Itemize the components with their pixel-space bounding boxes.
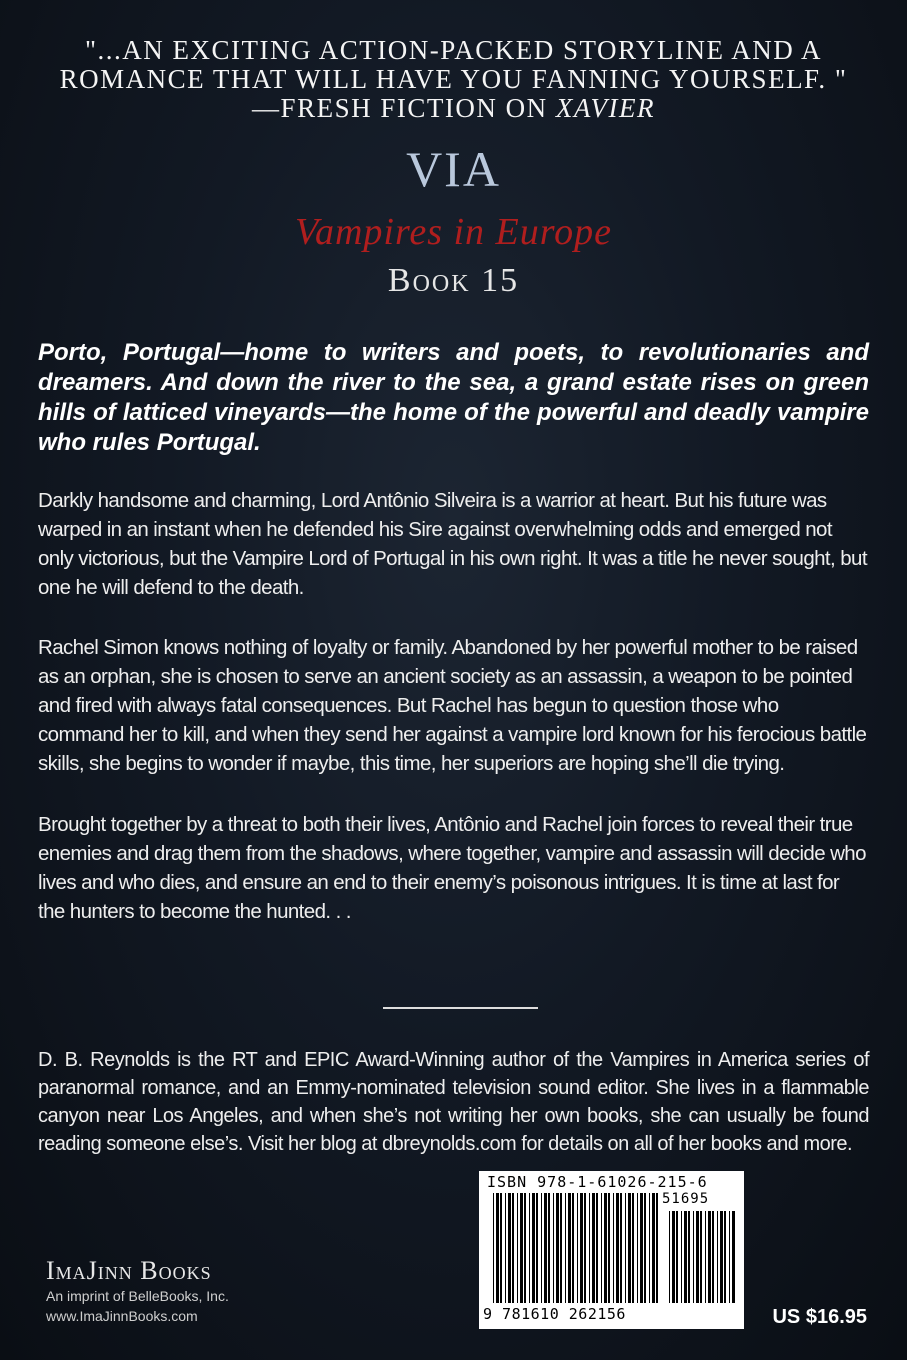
section-divider: [383, 1007, 538, 1009]
price-label: US $16.95: [772, 1306, 867, 1328]
quote-source: [20, 94, 887, 123]
series-name: Vampires in Europe: [294, 211, 613, 253]
author-bio: D. B. Reynolds is the RT and EPIC Award-Winning author of the Vampires in America series of paranormal romance, and an Emmy-nominated television sound editor. She lives in a flammable canyon near Los Angeles, and when she’s not writing her own books, she can usually be found reading someone else’s. Visit her blog at dbreynolds.com for details on all of her books and more.: [38, 1049, 869, 1155]
publisher-url: www.ImaJinnBooks.com: [46, 1308, 198, 1324]
description-paragraph-3: Brought together by a threat to both their lives, Antônio and Rachel join forces to reveal their true enemies and drag them from the shadows, where together, vampire and assassin will decide who lives and who dies, and ensure an end to their enemy’s poisonous intrigues. It is time at last for the hunters to become the hunted. . .: [38, 813, 866, 923]
publisher-logo-name: ImaJinn Books: [46, 1256, 212, 1285]
barcode-bars-icon: [487, 1193, 737, 1305]
book-number: Book 15: [387, 262, 520, 299]
publisher-imprint: An imprint of BelleBooks, Inc.: [46, 1288, 229, 1304]
description-paragraph-1: Darkly handsome and charming, Lord Antônio Silveira is a warrior at heart. But his future was warped in an instant when he defended his Sire against overwhelming odds and emerged not only victorious, but the Vampire Lord of Portugal in his own right. It was a title he never sought, but one he will defend to the death.: [38, 489, 867, 599]
lead-paragraph: Porto, Portugal—home to writers and poets, to revolutionaries and dreamers. And down the river to the sea, a grand estate rises on green hills of latticed vineyards—the home of the powerful and deadly vampire who rules Portugal.: [38, 339, 869, 456]
book-title: VIA: [406, 141, 501, 197]
barcode-addon-digits: 51695: [662, 1191, 710, 1207]
quote-source-prefix: —FRESH FICTION ON: [252, 93, 556, 123]
barcode-digits: 9 781610 262156: [483, 1305, 626, 1323]
isbn-barcode: [479, 1171, 744, 1329]
publisher-block: [46, 1256, 229, 1324]
isbn-label: ISBN 978-1-61026-215-6: [487, 1173, 708, 1191]
quote-text: "...AN EXCITING ACTION-PACKED STORYLINE AND A ROMANCE THAT WILL HAVE YOU FANNING YOURSELF. ": [59, 35, 848, 94]
quote-source-book: XAVIER: [555, 93, 655, 123]
review-quote: [20, 36, 887, 123]
description-paragraph-2: Rachel Simon knows nothing of loyalty or family. Abandoned by her powerful mother to be raised as an orphan, she is chosen to serve an ancient society as an assassin, a weapon to be pointed and fired with always fatal consequences. But Rachel has begun to question those who command her to kill, and when they send her against a vampire lord known for his ferocious battle skills, she begins to wonder if maybe, this time, her superiors are hoping she’ll die trying.: [38, 636, 867, 775]
